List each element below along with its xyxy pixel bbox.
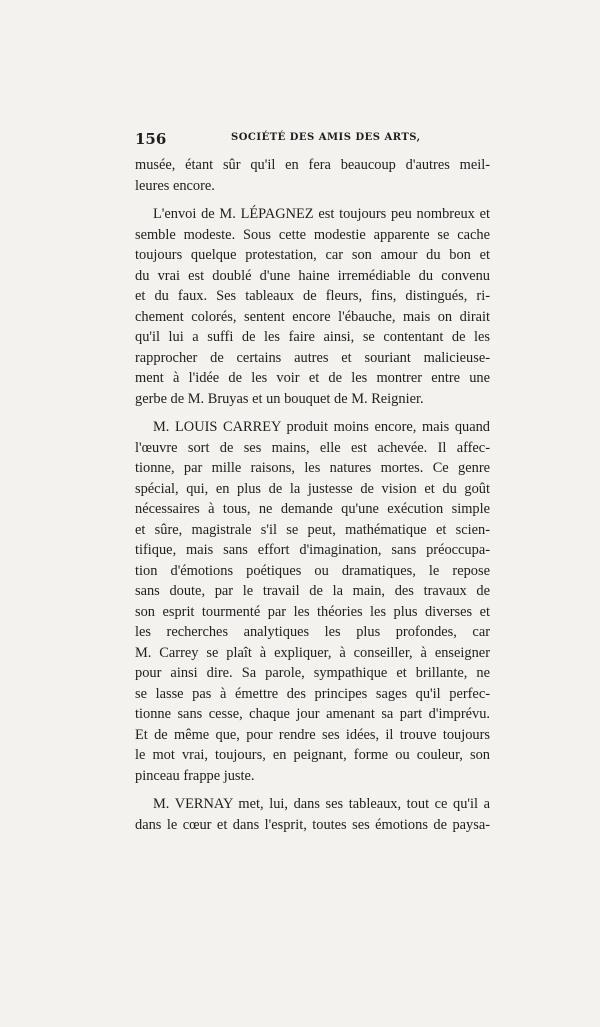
text-line: qu'il lui a suffi de les faire ainsi, se contentant de les <box>135 329 490 345</box>
text-line: M. Carrey se plaît à expliquer, à conseiller, à enseigner <box>135 644 490 661</box>
text-line: et sûre, magistrale s'il se peut, mathématique et scien- <box>135 521 490 538</box>
text-line: tionne, par mille raisons, les natures mortes. Ce genre <box>135 460 490 476</box>
text-line: tionne sans cesse, chaque jour amenant sa part d'imprévu. <box>135 706 490 722</box>
text-line: L'envoi de M. LÉPAGNEZ est toujours peu nombreux et <box>153 206 490 222</box>
text-line: rapprocher de certains autres et souriant malicieuse- <box>135 349 490 366</box>
text-line: Et de même que, pour rendre ses idées, il trouve toujours <box>135 726 490 743</box>
text-line: dans le cœur et dans l'esprit, toutes ses émotions de paysa- <box>135 816 490 833</box>
text-line: son esprit tourmenté par les théories les plus diverses et <box>135 603 490 620</box>
paragraph <box>135 417 490 786</box>
page-header <box>135 130 490 152</box>
paragraph <box>135 794 490 835</box>
text-line: l'œuvre sort de ses mains, elle est achevée. Il affec- <box>135 439 490 456</box>
text-line: tion d'émotions poétiques ou dramatiques, le repose <box>135 562 490 579</box>
text-line: spécial, qui, en plus de la justesse de vision et du goût <box>135 480 490 497</box>
running-head: SOCIÉTÉ DES AMIS DES ARTS, <box>231 132 421 143</box>
text-line: pour ainsi dire. Sa parole, sympathique et brillante, ne <box>135 665 490 681</box>
paragraph <box>135 204 490 409</box>
text-line: tifique, mais sans effort d'imagination, sans préoccupa- <box>135 542 490 558</box>
text-line: musée, étant sûr qu'il en fera beaucoup d'autres meil- <box>135 157 490 173</box>
text-line: sans doute, par le travail de la main, des travaux de <box>135 583 490 599</box>
text-line: leures encore. <box>135 177 215 194</box>
text-line: et du faux. Ses tableaux de fleurs, fins, distingués, ri- <box>135 288 490 304</box>
text-line: du vrai est doublé d'une haine irremédiable du convenu <box>135 267 490 284</box>
text-line: se lasse pas à émettre des principes sages qu'il perfec- <box>135 685 490 702</box>
body-text <box>135 155 490 843</box>
text-line: les recherches analytiques les plus profondes, car <box>135 624 490 640</box>
text-line: pinceau frappe juste. <box>135 767 255 784</box>
text-line: semble modeste. Sous cette modestie apparente se cache <box>135 226 490 243</box>
text-line: M. LOUIS CARREY produit moins encore, mais quand <box>153 419 490 435</box>
text-line: ment à l'idée de les voir et de les montrer entre une <box>135 370 490 386</box>
text-line: toujours quelque protestation, car son amour du bon et <box>135 247 490 263</box>
text-line: nécessaires à tous, ne demande qu'une exécution simple <box>135 501 490 517</box>
text-line: gerbe de M. Bruyas et un bouquet de M. Reignier. <box>135 390 424 407</box>
text-line: le mot vrai, toujours, en peignant, forme ou couleur, son <box>135 747 490 763</box>
page-number: 156 <box>135 130 167 148</box>
text-line: M. VERNAY met, lui, dans ses tableaux, tout ce qu'il a <box>153 796 490 812</box>
paragraph <box>135 155 490 196</box>
text-line: chement colorés, sentent encore l'ébauche, mais on dirait <box>135 308 490 325</box>
